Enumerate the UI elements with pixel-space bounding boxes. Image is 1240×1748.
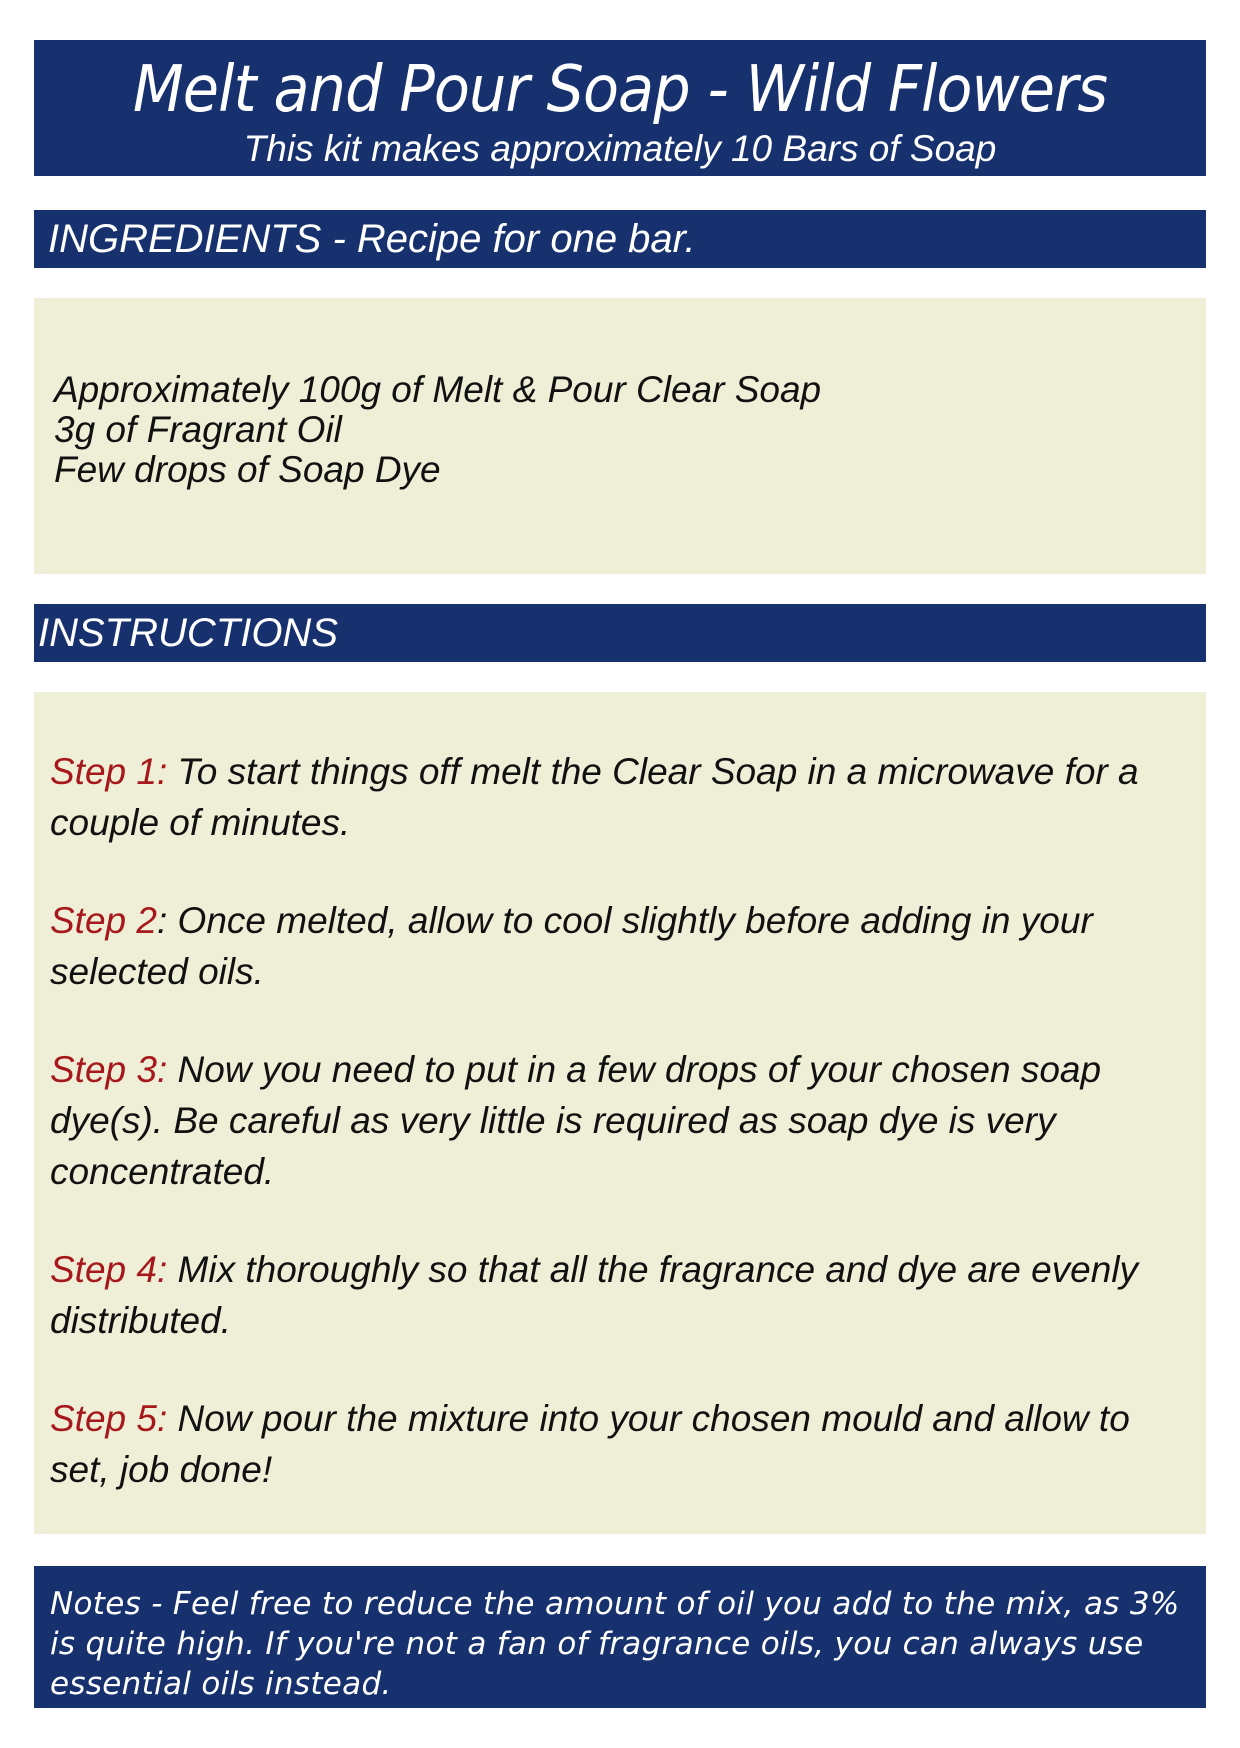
ingredients-heading: INGREDIENTS - Recipe for one bar. xyxy=(34,210,1206,268)
step-text: To start things off melt the Clear Soap in a microwave for a couple of minutes. xyxy=(50,751,1139,843)
step-label: Step 2 xyxy=(50,900,157,941)
page-title: Melt and Pour Soap - Wild Flowers xyxy=(132,53,1108,127)
instruction-step-3 xyxy=(50,1044,1176,1197)
instruction-step-5 xyxy=(50,1393,1176,1495)
title-banner xyxy=(34,40,1206,176)
step-text: Now you need to put in a few drops of your chosen soap dye(s). Be careful as very little is required as soap dye is very concentrated. xyxy=(50,1049,1102,1192)
ingredient-item: Few drops of Soap Dye xyxy=(54,449,441,490)
step-label: Step 5: xyxy=(50,1398,168,1439)
instructions-panel xyxy=(34,692,1206,1534)
instruction-step-2 xyxy=(50,895,1176,997)
ingredients-panel xyxy=(34,298,1206,574)
page-subtitle: This kit makes approximately 10 Bars of Soap xyxy=(243,128,997,169)
instruction-step-4 xyxy=(50,1244,1176,1346)
notes-box: Notes - Feel free to reduce the amount of oil you add to the mix, as 3% is quite high. If you're not a fan of fragrance oils, you can always use essential oils instead. xyxy=(34,1566,1206,1708)
step-text: : Once melted, allow to cool slightly before adding in your selected oils. xyxy=(50,900,1093,992)
ingredient-item: Approximately 100g of Melt & Pour Clear Soap xyxy=(54,369,822,410)
step-text: Mix thoroughly so that all the fragrance and dye are evenly distributed. xyxy=(50,1249,1139,1341)
step-text: Now pour the mixture into your chosen mould and allow to set, job done! xyxy=(50,1398,1130,1490)
step-label: Step 4: xyxy=(50,1249,168,1290)
step-label: Step 1: xyxy=(50,751,168,792)
instruction-step-1 xyxy=(50,746,1176,848)
ingredient-item: 3g of Fragrant Oil xyxy=(54,409,342,450)
instructions-heading: INSTRUCTIONS xyxy=(34,604,1206,662)
step-label: Step 3: xyxy=(50,1049,168,1090)
